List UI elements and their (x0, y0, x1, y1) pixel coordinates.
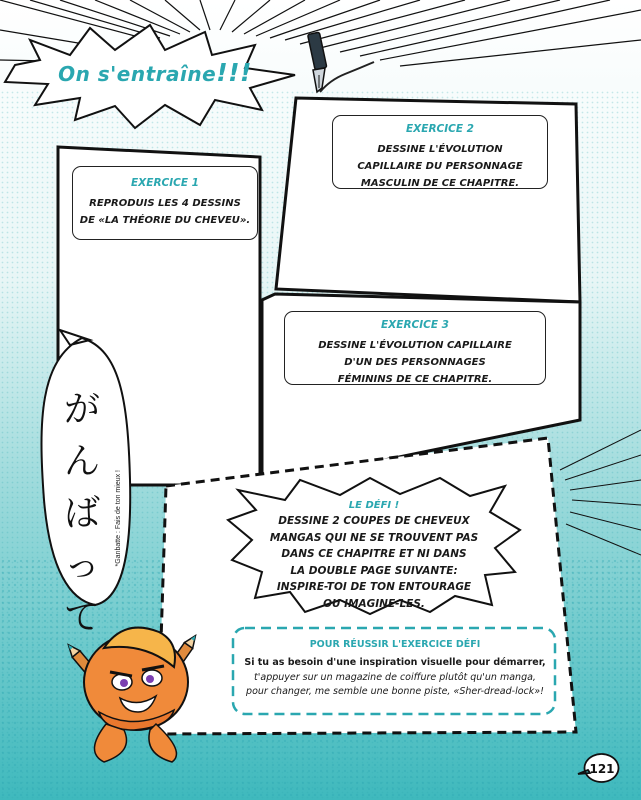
japanese-text (55, 384, 109, 644)
japanese-char: っ (63, 545, 100, 586)
exercise-2-box (332, 115, 548, 189)
ganbatte-note (115, 470, 125, 567)
page-number: 121 (589, 762, 615, 776)
tip-title: POUR RÉUSSIR L'EXERCICE DÉFI (309, 639, 481, 650)
defi-title: LE DÉFI ! (348, 500, 400, 511)
exercise-3-box (284, 311, 546, 385)
page-title-text: On s'entraîne (58, 62, 217, 86)
tip-line-3: pour changer, me semble une bonne piste, «Sher-dread-lock»! (246, 686, 544, 697)
japanese-char: ん (63, 441, 100, 482)
exercise-3-line-1: DESSINE L'ÉVOLUTION CAPILLAIRE (318, 340, 512, 351)
exercise-1-line-1: REPRODUIS LES 4 DESSINS (89, 198, 241, 209)
tip-content (234, 627, 556, 713)
defi-text (258, 500, 490, 612)
defi-line-3: DANS CE CHAPITRE ET NI DANS (281, 548, 467, 560)
exercise-3-line-2: D'UN DES PERSONNAGES (344, 357, 486, 368)
exercise-2-line-2: CAPILLAIRE DU PERSONNAGE (357, 161, 523, 172)
page-title-marks: !!! (216, 58, 252, 87)
carrot-mascot-icon (64, 612, 209, 772)
exercise-1-title: EXERCICE 1 (131, 177, 199, 189)
japanese-text-chars (55, 384, 109, 644)
exercise-1-line-2: DE «LA THÉORIE DU CHEVEU». (79, 215, 251, 226)
exercise-2-line-3: MASCULIN DE CE CHAPITRE. (360, 178, 520, 189)
defi-line-4: LA DOUBLE PAGE SUIVANTE: (290, 564, 458, 577)
defi-line-1: DESSINE 2 COUPES DE CHEVEUX (278, 515, 470, 527)
tip-line-1: Si tu as besoin d'une inspiration visuelle pour démarrer, (244, 657, 546, 668)
japanese-char: ば (63, 493, 100, 534)
exercise-2-line-1: DESSINE L'ÉVOLUTION (377, 144, 503, 155)
ganbatte-note-text: *Ganbatte : Fais de ton mieux ! (115, 470, 122, 567)
japanese-char: が (63, 389, 100, 430)
defi-line-2: MANGAS QUI NE SE TROUVENT PAS (269, 531, 479, 544)
defi-line-6: OU IMAGINE-LES. (323, 597, 425, 610)
japanese-char: て (63, 597, 100, 638)
exercise-1-box (72, 166, 258, 240)
tip-line-2: t'appuyer sur un magazine de coiffure plutôt qu'un manga, (254, 671, 536, 683)
exercise-3-line-3: FÉMININS DE CE CHAPITRE. (337, 374, 493, 385)
defi-line-5: INSPIRE-TOI DE TON ENTOURAGE (276, 581, 472, 593)
exercise-3-title: EXERCICE 3 (381, 319, 449, 331)
exercise-2-title: EXERCICE 2 (406, 123, 474, 135)
